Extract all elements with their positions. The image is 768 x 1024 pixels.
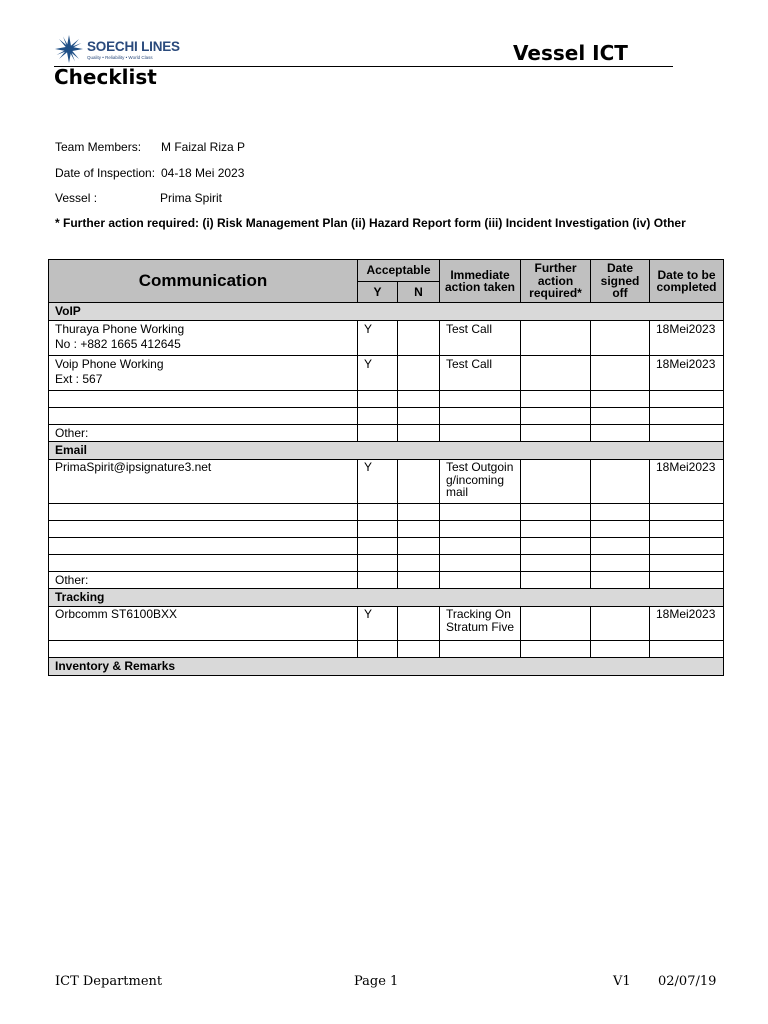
acceptable-y-cell: Y [358,607,398,641]
table-row-other [49,425,724,442]
date-completed-header: Date to be completed [650,260,724,303]
inspection-date-label: Date of Inspection: [55,166,156,180]
table-row-empty [49,521,724,538]
signed-cell [591,321,650,356]
table-row-empty [49,391,724,408]
section-row-inventory [49,658,724,676]
signed-cell [591,460,650,504]
logo-emblem-icon [54,34,84,64]
further-cell [521,356,591,391]
further-action-header: Further action required* [521,260,591,303]
logo-tagline: Quality • Reliability • World Class [87,55,153,60]
acceptable-yes-header: Y [358,282,398,303]
table-row-empty [49,504,724,521]
other-label: Other: [49,425,358,442]
team-members-row [55,140,246,154]
item-text: Thuraya Phone Working [55,322,185,336]
communication-header: Communication [49,260,358,303]
item-cell: Orbcomm ST6100BXX [49,607,358,641]
section-title-email: Email [49,442,724,460]
vessel-row [55,191,223,205]
completed-cell: 18Mei2023 [650,607,724,641]
action-cell: Test Outgoing/incoming mail [440,460,521,504]
vessel-label: Vessel : [55,191,98,205]
further-cell [521,321,591,356]
checklist-table [48,259,724,676]
section-title-voip: VoIP [49,303,724,321]
document-title-right: Vessel ICT [513,41,628,65]
item-text: Voip Phone Working [55,357,164,371]
action-cell: Tracking On Stratum Five [440,607,521,641]
team-members-label: Team Members: [55,140,142,154]
completed-cell: 18Mei2023 [650,321,724,356]
completed-cell: 18Mei2023 [650,460,724,504]
table-row [49,321,724,356]
further-cell [521,607,591,641]
table-row [49,607,724,641]
footer-date: 02/07/19 [658,974,717,989]
acceptable-n-cell [398,356,440,391]
signed-cell [591,356,650,391]
acceptable-y-cell: Y [358,356,398,391]
table-row-empty [49,641,724,658]
immediate-action-header: Immediate action taken [440,260,521,303]
document-title-left: Checklist [54,65,157,89]
acceptable-y-cell: Y [358,321,398,356]
further-action-note: * Further action required: (i) Risk Management Plan (ii) Hazard Report form (iii) Incident Investigation (iv) Other [55,216,686,230]
section-row-tracking [49,589,724,607]
section-row-email [49,442,724,460]
footer-version: V1 [613,974,631,989]
other-label: Other: [49,572,358,589]
acceptable-n-cell [398,460,440,504]
logo-text: SOECHI LINES [87,39,180,54]
acceptable-n-cell [398,321,440,356]
footer-page-number: Page 1 [354,974,399,989]
acceptable-no-header: N [398,282,440,303]
table-row [49,460,724,504]
vessel-value: Prima Spirit [160,191,223,205]
table-header-row [49,260,724,282]
item-cell [49,321,358,356]
company-logo [54,34,184,66]
action-cell: Test Call [440,321,521,356]
section-title-tracking: Tracking [49,589,724,607]
action-cell: Test Call [440,356,521,391]
item-cell: PrimaSpirit@ipsignature3.net [49,460,358,504]
acceptable-header: Acceptable [358,260,440,282]
item-cell [49,356,358,391]
table-row-empty [49,555,724,572]
further-cell [521,460,591,504]
table-row-other [49,572,724,589]
item-subtext: Ext : 567 [55,372,103,386]
table-row [49,356,724,391]
team-members-value: M Faizal Riza P [161,140,246,154]
acceptable-y-cell: Y [358,460,398,504]
signed-cell [591,607,650,641]
section-row-voip [49,303,724,321]
date-signed-header: Date signed off [591,260,650,303]
completed-cell: 18Mei2023 [650,356,724,391]
item-subtext: No : +882 1665 412645 [55,337,181,351]
table-row-empty [49,408,724,425]
inspection-date-value: 04-18 Mei 2023 [161,166,245,180]
footer-department: ICT Department [55,974,163,989]
acceptable-n-cell [398,607,440,641]
table-row-empty [49,538,724,555]
inspection-date-row [55,166,245,180]
section-title-inventory: Inventory & Remarks [49,658,724,676]
